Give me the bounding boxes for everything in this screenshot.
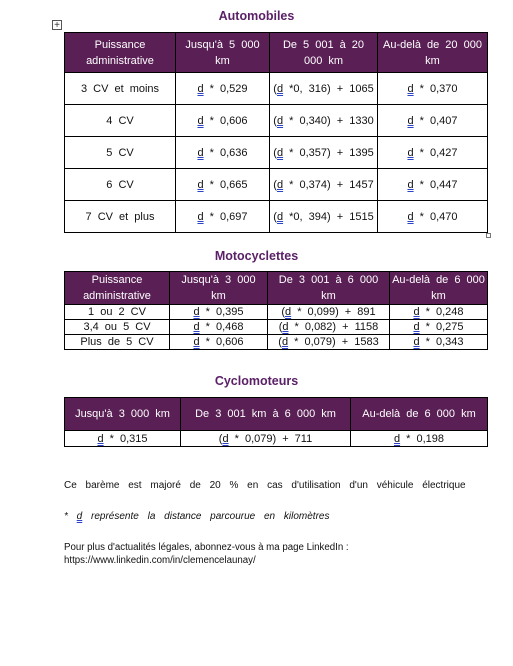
formula-text: ( xyxy=(281,305,286,318)
formula-cell xyxy=(378,201,488,233)
formula-cell xyxy=(268,305,390,320)
distance-symbol: d xyxy=(407,146,414,159)
formula-text: * 0,665 xyxy=(203,178,248,191)
formula-text: * 0,606 xyxy=(199,335,244,348)
motocyclettes-title: Motocyclettes xyxy=(214,249,299,263)
distance-symbol: d xyxy=(97,432,104,445)
formula-cell xyxy=(65,431,181,447)
distance-symbol: d xyxy=(276,114,284,127)
electric-majoration-note: Ce barème est majoré de 20 % en cas d'utilisation d'un véhicule électrique xyxy=(64,480,466,491)
formula-text: * 0,468 xyxy=(199,320,244,333)
formula-cell xyxy=(378,73,488,105)
automobiles-title: Automobiles xyxy=(218,9,295,23)
distance-symbol: d xyxy=(276,210,284,223)
formula-cell xyxy=(270,73,378,105)
distance-symbol: d xyxy=(197,210,204,223)
formula-text: * 0,697 xyxy=(203,210,248,223)
formula-text: * 0,340) + 1330 xyxy=(283,114,374,127)
column-header: Jusqu'à 3 000 km xyxy=(65,398,181,431)
formula-text: * 0,357) + 1395 xyxy=(283,146,374,159)
formula-cell xyxy=(270,169,378,201)
legend-star: * xyxy=(64,511,77,522)
formula-cell xyxy=(176,169,270,201)
linkedin-text: Pour plus d'actualités légales, abonnez-vous à ma page LinkedIn : xyxy=(64,542,349,553)
table-header-row xyxy=(65,398,488,431)
table-row xyxy=(65,305,488,320)
distance-symbol: d xyxy=(281,335,289,348)
cyclomoteurs-table xyxy=(64,397,488,447)
distance-symbol: d xyxy=(197,82,204,95)
power-cell: 6 CV xyxy=(65,169,176,201)
formula-text: ( xyxy=(273,146,277,159)
distance-symbol: d xyxy=(222,432,229,445)
column-header: Au-delà de 6 000 km xyxy=(351,398,488,431)
formula-text: * 0,275 xyxy=(419,320,464,333)
distance-symbol: d xyxy=(393,432,401,445)
column-header: De 3 001 à 6 000 km xyxy=(268,272,390,305)
column-header: Puissance administrative xyxy=(65,272,170,305)
table-header-row xyxy=(65,272,488,305)
formula-text: *0, 316) + 1065 xyxy=(283,82,374,95)
distance-symbol: d xyxy=(413,305,420,318)
distance-symbol: d xyxy=(413,335,420,348)
formula-cell xyxy=(268,320,390,335)
distance-symbol: d xyxy=(193,305,200,318)
formula-text: * 0,248 xyxy=(419,305,464,318)
formula-text: * 0,370 xyxy=(413,82,458,95)
formula-cell xyxy=(270,201,378,233)
cyclomoteurs-title: Cyclomoteurs xyxy=(214,374,299,388)
formula-cell xyxy=(390,320,488,335)
table-row xyxy=(65,431,488,447)
table-row xyxy=(65,201,488,233)
column-header: De 3 001 km à 6 000 km xyxy=(181,398,351,431)
table-row xyxy=(65,73,488,105)
column-header: Jusqu'à 3 000 km xyxy=(170,272,268,305)
linkedin-url[interactable]: https://www.linkedin.com/in/clemencelaunay/ xyxy=(64,555,256,566)
formula-text: * 0,099) + 891 xyxy=(291,305,376,318)
distance-symbol: d xyxy=(407,114,414,127)
formula-cell xyxy=(170,335,268,350)
distance-symbol: d xyxy=(285,305,292,318)
column-header: Jusqu'à 5 000 km xyxy=(176,33,270,73)
formula-text: ( xyxy=(273,210,277,223)
formula-cell xyxy=(378,137,488,169)
formula-text: * 0,079) + 711 xyxy=(228,432,313,445)
formula-text: * 0,447 xyxy=(413,178,458,191)
formula-cell xyxy=(170,320,268,335)
formula-text: ( xyxy=(273,82,277,95)
formula-text: ( xyxy=(278,320,283,333)
table-row xyxy=(65,320,488,335)
distance-symbol: d xyxy=(276,146,284,159)
distance-symbol: d xyxy=(276,82,284,95)
formula-cell xyxy=(268,335,390,350)
distance-legend-note xyxy=(64,511,484,522)
formula-text: * 0,427 xyxy=(413,146,458,159)
formula-cell xyxy=(176,137,270,169)
distance-symbol: d xyxy=(407,178,414,191)
table-move-handle-icon[interactable]: + xyxy=(52,20,62,30)
formula-text: * 0,082) + 1158 xyxy=(288,320,379,333)
power-cell: 3,4 ou 5 CV xyxy=(65,320,170,335)
formula-text: * 0,079) + 1583 xyxy=(288,335,379,348)
distance-symbol: d xyxy=(193,320,200,333)
distance-symbol: d xyxy=(197,146,204,159)
column-header: Puissance administrative xyxy=(65,33,176,73)
formula-cell xyxy=(351,431,488,447)
formula-cell xyxy=(270,105,378,137)
formula-cell xyxy=(378,169,488,201)
power-cell: 4 CV xyxy=(65,105,176,137)
formula-cell xyxy=(181,431,351,447)
distance-symbol: d xyxy=(407,82,414,95)
table-row xyxy=(65,335,488,350)
column-header: Au-delà de 6 000 km xyxy=(390,272,488,305)
legend-text: représente la distance parcourue en kilomètres xyxy=(82,511,330,522)
power-cell: 3 CV et moins xyxy=(65,73,176,105)
column-header: De 5 001 à 20 000 km xyxy=(270,33,378,73)
formula-text: * 0,636 xyxy=(203,146,248,159)
distance-symbol: d xyxy=(276,178,284,191)
distance-symbol: d xyxy=(407,210,414,223)
formula-text: * 0,470 xyxy=(413,210,458,223)
table-row xyxy=(65,137,488,169)
power-cell: 1 ou 2 CV xyxy=(65,305,170,320)
formula-cell xyxy=(378,105,488,137)
formula-text: * 0,407 xyxy=(413,114,458,127)
automobiles-table xyxy=(64,32,488,233)
table-row xyxy=(65,169,488,201)
distance-symbol: d xyxy=(193,335,200,348)
formula-text: * 0,606 xyxy=(203,114,248,127)
formula-text: ( xyxy=(218,432,223,445)
formula-cell xyxy=(176,73,270,105)
table-header-row xyxy=(65,33,488,73)
formula-text: ( xyxy=(273,114,277,127)
formula-text: * 0,198 xyxy=(400,432,445,445)
linkedin-note xyxy=(64,541,484,567)
column-header: Au-delà de 20 000 km xyxy=(378,33,488,73)
formula-text: * 0,529 xyxy=(203,82,248,95)
distance-symbol: d xyxy=(76,511,83,522)
formula-cell xyxy=(390,335,488,350)
formula-cell xyxy=(176,105,270,137)
table-row xyxy=(65,105,488,137)
distance-symbol: d xyxy=(197,114,204,127)
power-cell: Plus de 5 CV xyxy=(65,335,170,350)
formula-text: * 0,374) + 1457 xyxy=(283,178,374,191)
table-resize-handle-icon[interactable] xyxy=(486,233,491,238)
distance-symbol: d xyxy=(197,178,204,191)
formula-cell xyxy=(170,305,268,320)
formula-text: * 0,343 xyxy=(419,335,464,348)
formula-cell xyxy=(390,305,488,320)
power-cell: 7 CV et plus xyxy=(65,201,176,233)
formula-text: * 0,395 xyxy=(199,305,244,318)
formula-text: *0, 394) + 1515 xyxy=(283,210,374,223)
formula-cell xyxy=(176,201,270,233)
formula-text: ( xyxy=(278,335,282,348)
motocyclettes-table xyxy=(64,271,488,350)
distance-symbol: d xyxy=(282,320,289,333)
formula-text: * 0,315 xyxy=(103,432,148,445)
formula-cell xyxy=(270,137,378,169)
power-cell: 5 CV xyxy=(65,137,176,169)
distance-symbol: d xyxy=(413,320,420,333)
formula-text: ( xyxy=(273,178,277,191)
